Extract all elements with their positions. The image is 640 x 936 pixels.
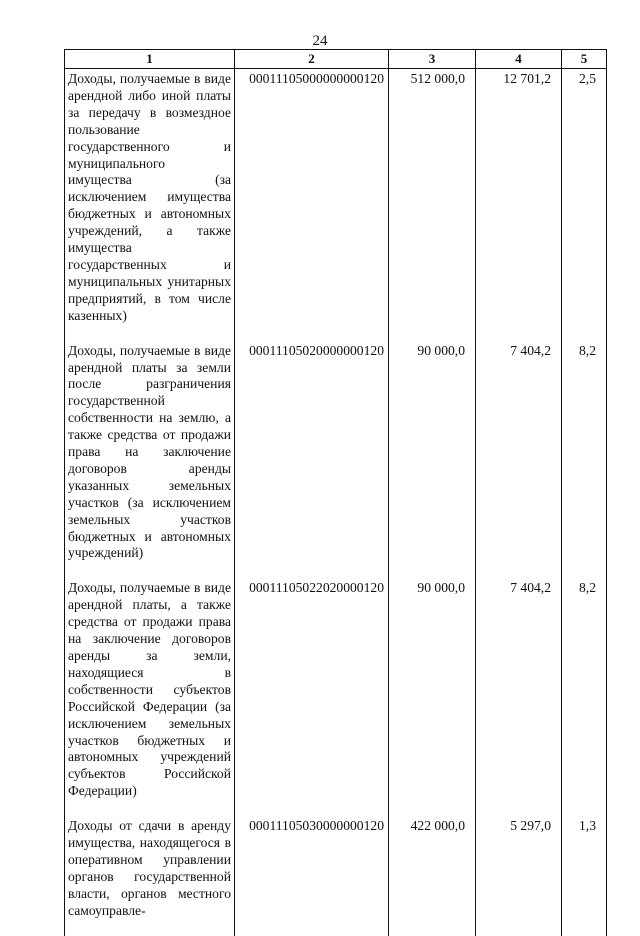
table-row: [65, 816, 607, 935]
percent-value: 8,2: [562, 341, 607, 579]
column-header-2: 2: [235, 50, 389, 69]
budget-code: 00011105000000000120: [235, 69, 389, 341]
column-header-1: 1: [65, 50, 235, 69]
column-header-4: 4: [476, 50, 562, 69]
percent-value: 8,2: [562, 578, 607, 816]
income-name: Доходы от сдачи в аренду имущества, находящегося в оперативном управлении органов государственной власти, органов местного самоуправле-: [65, 816, 235, 935]
percent-value: 2,5: [562, 69, 607, 341]
plan-value: 512 000,0: [389, 69, 476, 341]
plan-value: 90 000,0: [389, 578, 476, 816]
table-header-row: [65, 50, 607, 69]
budget-code: 00011105020000000120: [235, 341, 389, 579]
table-row: [65, 341, 607, 579]
fact-value: 7 404,2: [476, 341, 562, 579]
budget-code: 00011105030000000120: [235, 816, 389, 935]
income-name: Доходы, получаемые в виде арендной платы, а также средства от продажи права на заключение договоров аренды за земли, находящиеся в собственности субъектов Российской Федерации (за исключением земельных участков бюджетных и автономных учреждений субъектов Российской Федерации): [65, 578, 235, 816]
table-row: [65, 69, 607, 341]
plan-value: 90 000,0: [389, 341, 476, 579]
income-name: Доходы, получаемые в виде арендной платы за земли после разграничения государственной собственности на землю, а также средства от продажи права на заключение договоров аренды указанных земельных участков (за исключением земельных участков бюджетных и автономных учреждений): [65, 341, 235, 579]
fact-value: 12 701,2: [476, 69, 562, 341]
fact-value: 5 297,0: [476, 816, 562, 935]
revenue-table: [64, 49, 607, 936]
plan-value: 422 000,0: [389, 816, 476, 935]
page-number: 24: [312, 33, 328, 49]
fact-value: 7 404,2: [476, 578, 562, 816]
table-row: [65, 578, 607, 816]
column-header-5: 5: [562, 50, 607, 69]
column-header-3: 3: [389, 50, 476, 69]
budget-code: 00011105022020000120: [235, 578, 389, 816]
income-name: Доходы, получаемые в виде арендной либо иной платы за передачу в возмездное пользование государственного и муниципального имущества (за исключением имущества бюджетных и автономных учреждений, а также имущества государственных и муниципальных унитарных предприятий, в том числе казенных): [65, 69, 235, 341]
percent-value: 1,3: [562, 816, 607, 935]
